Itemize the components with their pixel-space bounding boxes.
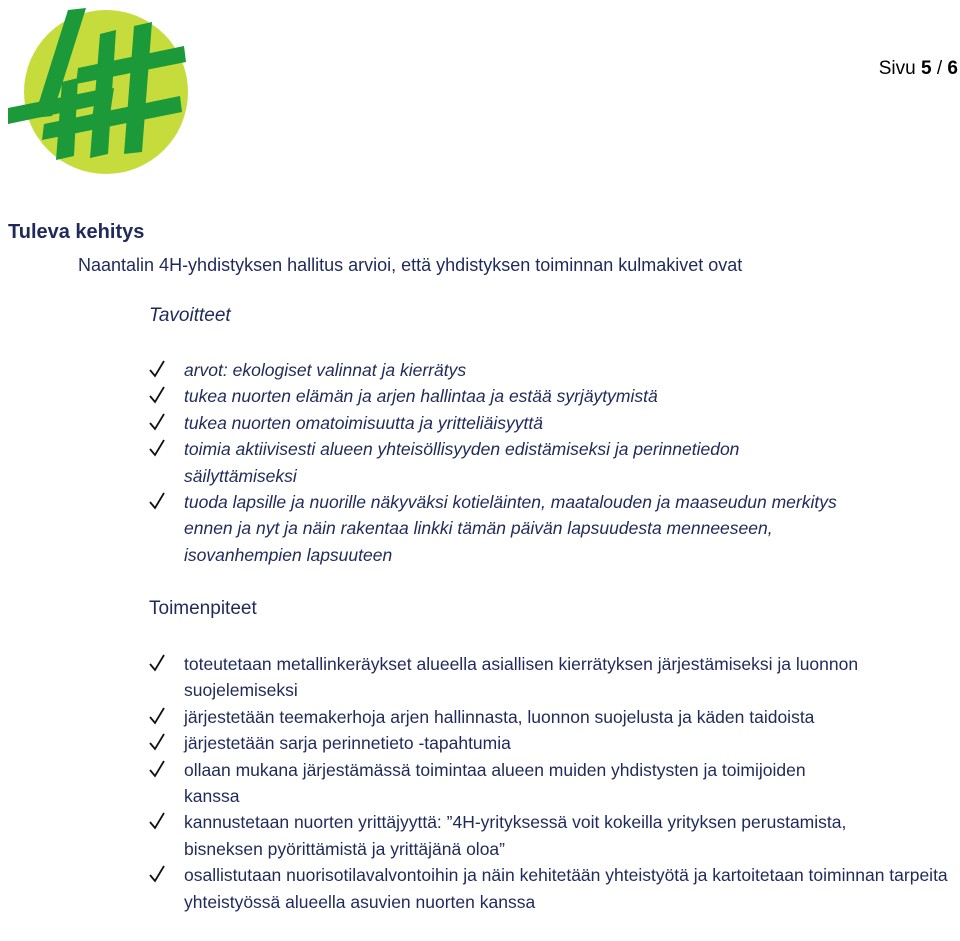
actions-list xyxy=(149,651,949,915)
goal-text: arvot: ekologiset valinnat ja kierrätys xyxy=(184,360,467,380)
action-text: järjestetään teemakerhoja arjen hallinnasta, luonnon suojelusta ja käden taidoista xyxy=(184,706,815,727)
goal-text: toimia aktiivisesti alueen yhteisöllisyyden edistämiseksi ja perinnetiedon säilyttämiseksi xyxy=(184,439,740,486)
action-text: kannustetaan nuorten yrittäjyyttä: ”4H-yrityksessä voit kokeilla yrityksen perustamista, bisneksen pyörittämistä ja yrittäjänä oloa” xyxy=(184,812,847,859)
goal-text: tuoda lapsille ja nuorille näkyväksi kotieläinten, maatalouden ja maaseudun merkitys ennen ja nyt ja näin rakentaa linkki tämän päivän lapsuudesta menneeseen, isovanhempien lapsuuteen xyxy=(184,492,837,565)
list-item xyxy=(149,651,894,704)
check-icon xyxy=(149,412,165,432)
page-current: 5 xyxy=(921,58,932,79)
page-number xyxy=(879,58,958,80)
list-item xyxy=(149,757,854,810)
list-item xyxy=(149,809,884,862)
check-icon xyxy=(149,438,165,458)
intro-text: Naantalin 4H-yhdistyksen hallitus arvioi, että yhdistyksen toiminnan kulmakivet ovat xyxy=(78,255,743,275)
check-icon xyxy=(149,653,165,673)
goals-list xyxy=(149,357,949,568)
list-item xyxy=(149,436,834,489)
list-item xyxy=(149,862,960,915)
goal-text: tukea nuorten elämän ja arjen hallintaa ja estää syrjäytymistä xyxy=(184,386,658,407)
list-item xyxy=(149,357,949,383)
list-item xyxy=(149,383,949,409)
goals-heading: Tavoitteet xyxy=(149,305,231,326)
action-text: järjestetään sarja perinnetieto -tapahtumia xyxy=(184,733,511,754)
list-item xyxy=(149,730,949,756)
check-icon xyxy=(149,811,165,831)
goal-text: tukea nuorten omatoimisuutta ja yritteliäisyyttä xyxy=(184,412,543,433)
page-separator: / xyxy=(936,58,943,79)
check-icon xyxy=(149,864,165,884)
action-text: ollaan mukana järjestämässä toimintaa alueen muiden yhdistysten ja toimijoiden kanssa xyxy=(184,759,806,807)
check-icon xyxy=(149,491,165,511)
check-icon xyxy=(149,732,165,752)
section-title: Tuleva kehitys xyxy=(8,221,145,243)
list-item xyxy=(149,489,874,568)
check-icon xyxy=(149,759,165,779)
actions-heading: Toimenpiteet xyxy=(149,598,257,619)
check-icon xyxy=(149,385,165,405)
page-total: 6 xyxy=(947,58,958,79)
4h-logo xyxy=(4,4,188,180)
page-label: Sivu xyxy=(878,58,916,79)
action-text: osallistutaan nuorisotilavalvontoihin ja näin kehitetään yhteistyötä ja kartoitetaan toiminnan tarpeita yhteistyössä alueella asuvien nuorten kanssa xyxy=(184,865,948,912)
list-item xyxy=(149,704,874,730)
check-icon xyxy=(149,706,165,726)
check-icon xyxy=(149,359,165,379)
list-item xyxy=(149,410,949,436)
action-text: toteutetaan metallinkeräykset alueella asiallisen kierrätyksen järjestämiseksi ja luonnon suojelemiseksi xyxy=(184,654,859,701)
